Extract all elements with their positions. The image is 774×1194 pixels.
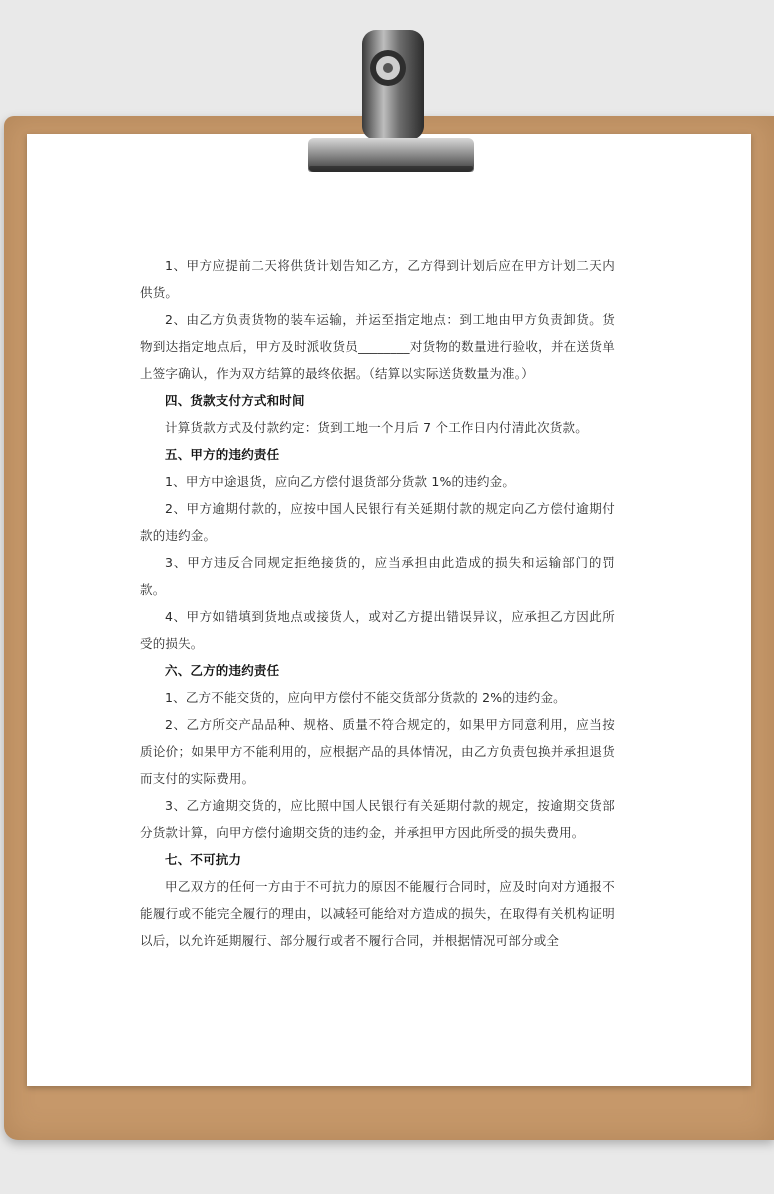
paragraph: 1、甲方应提前二天将供货计划告知乙方，乙方得到计划后应在甲方计划二天内供货。 [140, 258, 615, 300]
paragraph: 计算货款方式及付款约定：货到工地一个月后 7 个工作日内付清此次货款。 [165, 420, 588, 435]
paragraph: 1、乙方不能交货的，应向甲方偿付不能交货部分货款的 2%的违约金。 [165, 690, 566, 705]
paragraph: 1、甲方中途退货，应向乙方偿付退货部分货款 1%的违约金。 [165, 474, 516, 489]
paragraph: 2、乙方所交产品品种、规格、质量不符合规定的，如果甲方同意利用，应当按质论价；如果甲方不能利用的，应根据产品的具体情况，由乙方负责包换并承担退货而支付的实际费用。 [140, 717, 615, 786]
section-heading: 六、乙方的违约责任 [165, 663, 280, 678]
paragraph: 3、甲方违反合同规定拒绝接货的，应当承担由此造成的损失和运输部门的罚款。 [140, 555, 615, 597]
paragraph: 2、甲方逾期付款的，应按中国人民银行有关延期付款的规定向乙方偿付逾期付款的违约金。 [140, 501, 615, 543]
paragraph: 甲乙双方的任何一方由于不可抗力的原因不能履行合同时，应及时向对方通报不能履行或不能完全履行的理由，以减轻可能给对方造成的损失，在取得有关机构证明以后，以允许延期履行、部分履行或者不履行合同，并根据情况可部分或全 [140, 879, 615, 948]
section-heading: 七、不可抗力 [165, 852, 242, 867]
binder-clip-icon [300, 20, 480, 180]
paragraph: 4、甲方如错填到货地点或接货人，或对乙方提出错误异议，应承担乙方因此所受的损失。 [140, 609, 615, 651]
paragraph: 3、乙方逾期交货的，应比照中国人民银行有关延期付款的规定，按逾期交货部分货款计算，向甲方偿付逾期交货的违约金，并承担甲方因此所受的损失费用。 [140, 798, 615, 840]
paragraph: 2、由乙方负责货物的装车运输，并运至指定地点：到工地由甲方负责卸货。货物到达指定地点后，甲方及时派收货员________对货物的数量进行验收，并在送货单上签字确认，作为双方结算的最终依据。（结算以实际送货数量为准。） [140, 312, 615, 381]
contract-text [140, 252, 615, 954]
section-heading: 五、甲方的违约责任 [165, 447, 280, 462]
section-heading: 四、货款支付方式和时间 [165, 393, 305, 408]
